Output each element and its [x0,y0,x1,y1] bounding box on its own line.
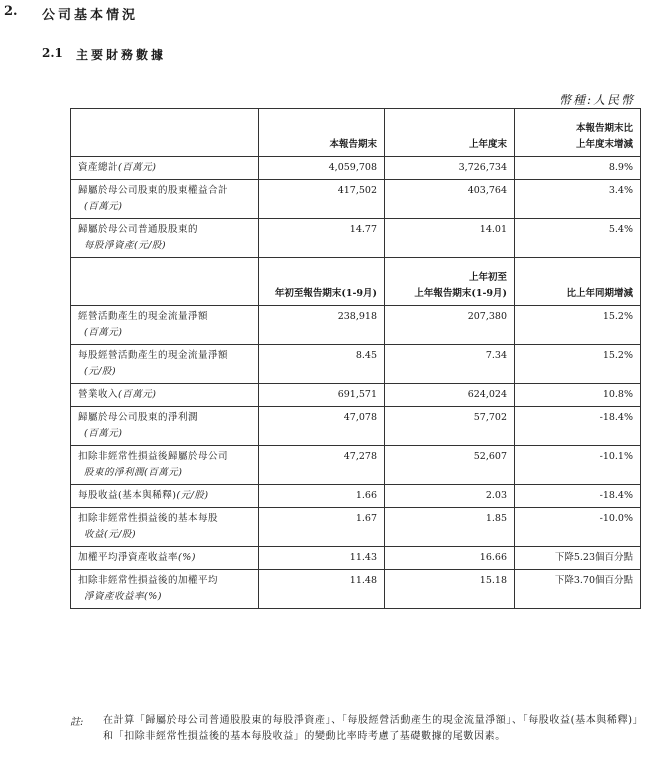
table-row [71,345,641,384]
row-value-current: 11.48 [259,570,385,609]
financial-data-table [70,108,641,609]
row-label-text: 歸屬於母公司股東的股東權益合計 [78,185,229,196]
row-value-change: 10.8% [515,384,641,407]
row-label [71,407,259,446]
row-value-prior: 16.66 [385,547,515,570]
header-prior-year-end: 上年度末 [385,109,515,157]
table-row [71,384,641,407]
row-label-text: 扣除非經常性損益後的基本每股 [78,513,219,524]
row-value-prior: 15.18 [385,570,515,609]
row-value-prior: 207,380 [385,306,515,345]
row-value-change: -10.1% [515,446,641,485]
header-ytd-prior-line2: 上年報告期末(1-9月) [414,288,507,299]
header-current-period-end: 本報告期末 [259,109,385,157]
row-label [71,570,259,609]
row-label-line2: (百萬元) [84,327,123,338]
row-value-current: 8.45 [259,345,385,384]
header-ytd-change: 比上年同期增減 [515,258,641,306]
row-label-text: 歸屬於母公司股東的淨利潤 [78,412,199,423]
header-ytd-prior-line1: 上年初至 [468,272,507,283]
row-label [71,219,259,258]
row-value-prior: 1.85 [385,508,515,547]
table-row [71,219,641,258]
row-label [71,384,259,407]
header-change-line1: 本報告期末比 [575,123,633,134]
table-row [71,547,641,570]
header-ytd-current: 年初至報告期末(1-9月) [259,258,385,306]
row-label-unit: (百萬元) [118,162,157,173]
row-value-current: 11.43 [259,547,385,570]
row-value-current: 238,918 [259,306,385,345]
row-value-change: 下降3.70個百分點 [515,570,641,609]
row-label [71,306,259,345]
header-blank-cell [71,109,259,157]
table-row [71,306,641,345]
row-value-change: 下降5.23個百分點 [515,547,641,570]
subsection-number: 2.1 [42,46,63,60]
row-label-text: 扣除非經常性損益後的加權平均 [78,575,219,586]
table-body [71,109,641,609]
table-row [71,508,641,547]
row-value-current: 47,078 [259,407,385,446]
table-row [71,570,641,609]
table-row [71,180,641,219]
row-value-current: 417,502 [259,180,385,219]
row-label-text: 加權平均淨資產收益率 [78,552,179,563]
table-row [71,446,641,485]
header-ytd-prior [385,258,515,306]
row-value-change: -18.4% [515,407,641,446]
row-value-prior: 2.03 [385,485,515,508]
table-row [71,157,641,180]
row-value-change: 5.4% [515,219,641,258]
row-value-change: 15.2% [515,306,641,345]
row-label-line2: (百萬元) [84,428,123,439]
header2-blank-cell [71,258,259,306]
row-value-prior: 3,726,734 [385,157,515,180]
row-value-change: -18.4% [515,485,641,508]
row-value-prior: 403,764 [385,180,515,219]
row-value-current: 1.67 [259,508,385,547]
row-label [71,547,259,570]
row-label-line2: (百萬元) [84,201,123,212]
note-text: 在計算「歸屬於母公司普通股股東的每股淨資產」、「每股經營活動產生的現金流量淨額」、「每股收益(基本與稀釋)」和「扣除非經常性損益後的基本每股收益」的變動比率時考慮了基礎數據的尾數因素。 [103,715,639,742]
row-label [71,345,259,384]
row-label-line2: 淨資產收益率(%) [84,591,162,602]
row-value-prior: 7.34 [385,345,515,384]
row-value-prior: 624,024 [385,384,515,407]
row-label-unit: (元/股) [176,490,209,501]
row-label-line2: (元/股) [84,366,117,377]
section-number: 2. [4,4,18,19]
row-label-text: 資產總計 [78,162,119,173]
table-row [71,485,641,508]
note-label: 註: [70,717,84,728]
row-label-unit: (百萬元) [118,389,157,400]
row-value-change: 3.4% [515,180,641,219]
header-change-line2: 上年度末增減 [575,139,633,150]
row-label-text: 營業收入 [78,389,119,400]
row-label-line2: 每股淨資產(元/股) [84,240,167,251]
row-label [71,446,259,485]
section-title: 公司基本情況 [42,8,139,23]
row-value-current: 1.66 [259,485,385,508]
row-value-prior: 14.01 [385,219,515,258]
row-value-current: 4,059,708 [259,157,385,180]
row-label-line2: 股東的淨利潤(百萬元) [84,467,183,478]
table-header-row-ytd [71,258,641,306]
row-value-change: 8.9% [515,157,641,180]
row-value-prior: 52,607 [385,446,515,485]
row-label-unit: (%) [178,552,196,563]
row-label [71,157,259,180]
table-header-row-period-end [71,109,641,157]
row-label [71,485,259,508]
row-value-current: 14.77 [259,219,385,258]
row-label-text: 每股經營活動產生的現金流量淨額 [78,350,229,361]
row-value-change: -10.0% [515,508,641,547]
row-value-prior: 57,702 [385,407,515,446]
row-value-change: 15.2% [515,345,641,384]
row-label-text: 歸屬於母公司普通股股東的 [78,224,199,235]
row-label-text: 經營活動產生的現金流量淨額 [78,311,209,322]
subsection-title: 主要財務數據 [76,48,167,62]
table-row [71,407,641,446]
row-label-text: 扣除非經常性損益後歸屬於母公司 [78,451,229,462]
row-label-line2: 收益(元/股) [84,529,137,540]
currency-label: 幣種:人民幣 [558,93,635,107]
row-value-current: 47,278 [259,446,385,485]
row-value-current: 691,571 [259,384,385,407]
header-change-vs-year-end [515,109,641,157]
row-label-text: 每股收益(基本與稀釋) [78,490,177,501]
row-label [71,180,259,219]
row-label [71,508,259,547]
